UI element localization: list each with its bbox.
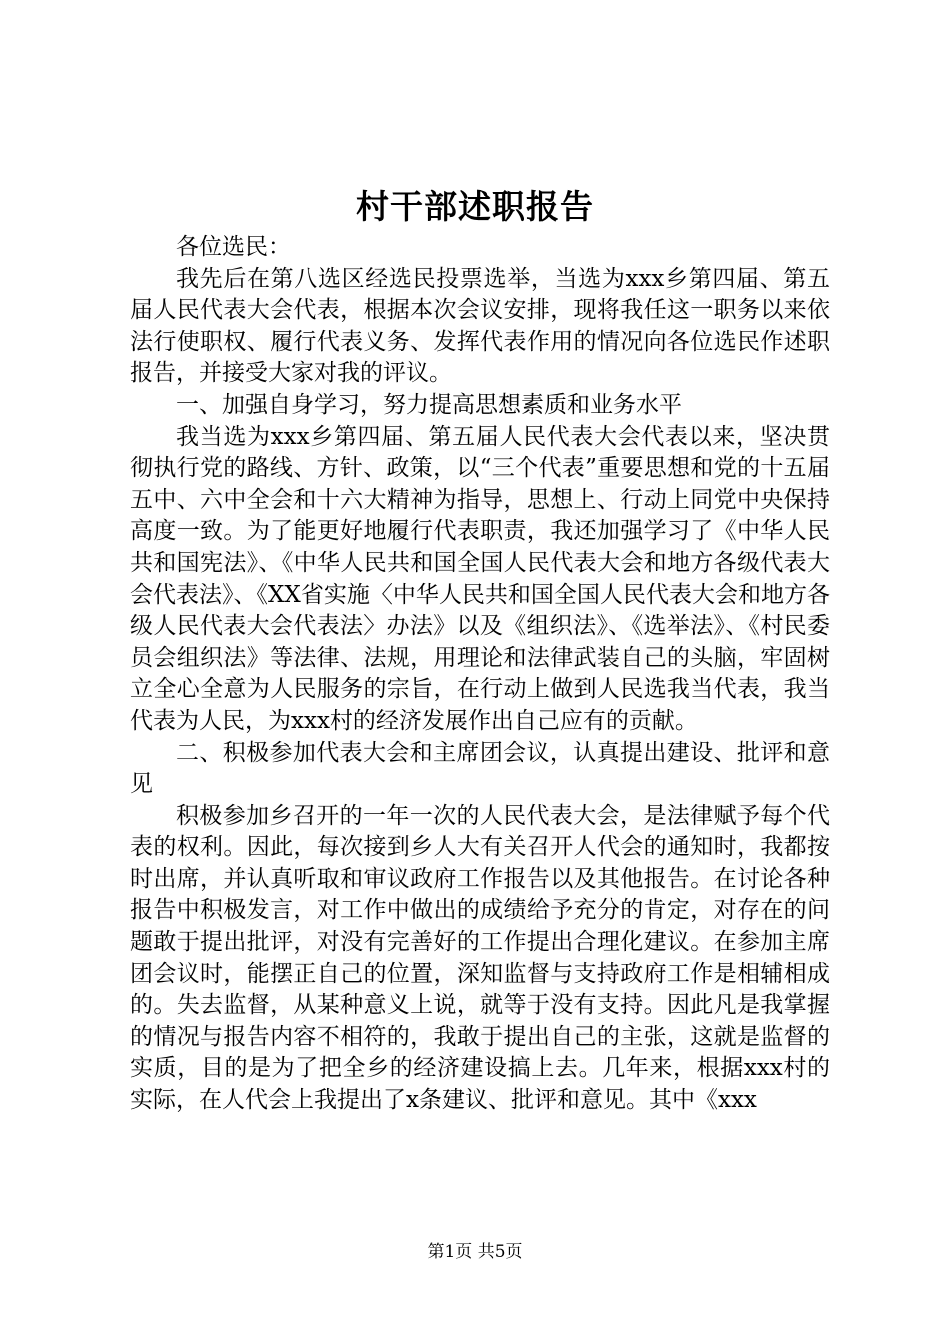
- section-1-paragraph: 我当选为xxx乡第四届、第五届人民代表大会代表以来，坚决贯彻执行党的路线、方针、政策，以“三个代表”重要思想和党的十五届五中、六中全会和十六大精神为指导，思想上、行动上同党中央保持高度一致。为了能更好地履行代表职责，我还加强学习了《中华人民共和国宪法》、《中华人民共和国全国人民代表大会和地方各级代表大会代表法》、《XX省实施〈中华人民共和国全国人民代表大会和地方各级人民代表大会代表法〉办法》以及《组织法》、《选举法》、《村民委员会组织法》等法律、法规，用理论和法律武装自己的头脑，牢固树立全心全意为人民服务的宗旨，在行动上做到人民选我当代表，我当代表为人民，为xxx村的经济发展作出自己应有的贡献。: [130, 423, 830, 734]
- salutation-paragraph: 各位选民：: [176, 234, 291, 260]
- section-heading-2: 二、积极参加代表大会和主席团会议，认真提出建设、批评和意见: [130, 739, 830, 798]
- section-heading-1: 一、加强自身学习，努力提高思想素质和业务水平: [176, 391, 682, 418]
- intro-paragraph: 我先后在第八选区经选民投票选举，当选为xxx乡第四届、第五届人民代表大会代表，根据本次会议安排，现将我任这一职务以来依法行使职权、履行代表义务、发挥代表作用的情况向各位选民作述职报告，并接受大家对我的评议。: [130, 265, 830, 387]
- page-number-footer: 第1页 共5页: [427, 1242, 523, 1262]
- document-body: [130, 232, 830, 1117]
- section-2-paragraph: 积极参加乡召开的一年一次的人民代表大会，是法律赋予每个代表的权利。因此，每次接到乡人大有关召开人代会的通知时，我都按时出席，并认真听取和审议政府工作报告以及其他报告。在讨论各种报告中积极发言，对工作中做出的成绩给予充分的肯定，对存在的问题敢于提出批评，对没有完善好的工作提出合理化建议。在参加主席团会议时，能摆正自己的位置，深知监督与支持政府工作是相辅相成的。失去监督，从某种意义上说，就等于没有支持。因此凡是我掌握的情况与报告内容不相符的，我敢于提出自己的主张，这就是监督的实质，目的是为了把全乡的经济建设搞上去。几年来，根据xxx村的实际，在人代会上我提出了x条建议、批评和意见。其中《xxx: [130, 802, 830, 1114]
- document-title: 村干部述职报告: [356, 187, 594, 226]
